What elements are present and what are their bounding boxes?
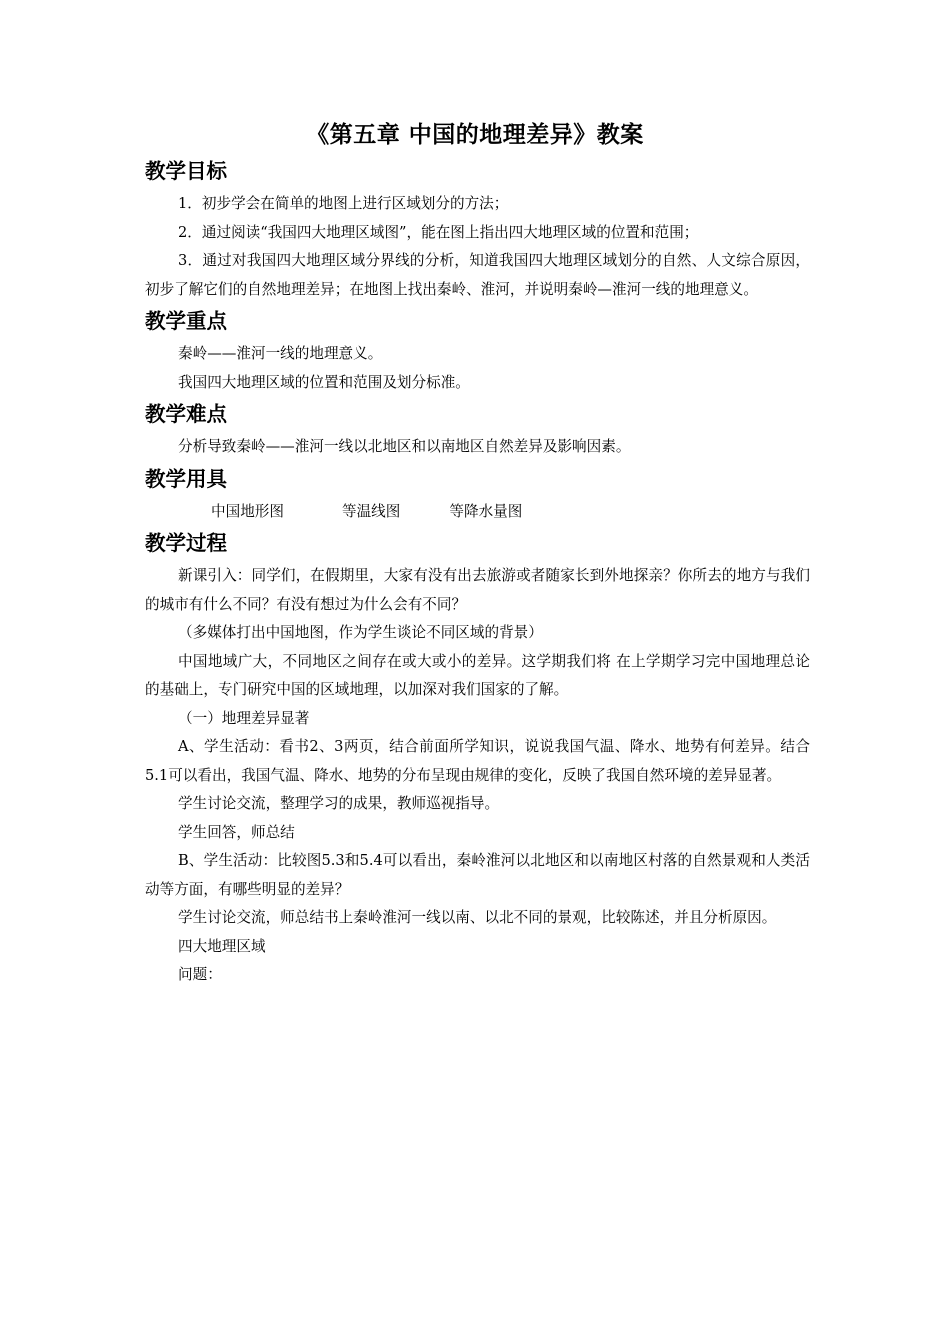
process-paragraph: （一）地理差异显著 xyxy=(178,709,310,727)
tools-heading: 教学用具 xyxy=(145,466,227,491)
objective-item: 2．通过阅读“我国四大地理区域图”，能在图上指出四大地理区域的位置和范围； xyxy=(178,223,699,241)
key-point-item: 我国四大地理区域的位置和范围及划分标准。 xyxy=(178,373,470,391)
document-title: 《第五章 中国的地理差异》教案 xyxy=(306,121,644,148)
process-paragraph: 四大地理区域 xyxy=(178,937,266,955)
objective-item: 1．初步学会在简单的地图上进行区域划分的方法； xyxy=(178,195,509,212)
process-paragraph: 学生讨论交流，师总结书上秦岭淮河一线以南、以北不同的景观，比较陈述，并且分析原因。 xyxy=(178,909,777,926)
objectives-heading: 教学目标 xyxy=(145,159,227,183)
process-paragraph: 问题： xyxy=(178,966,222,983)
objective-item: 3．通过对我国四大地理区域分界线的分析，知道我国四大地理区域划分的自然、人文综合原因，初步了解它们的自然地理差异；在地图上找出秦岭、淮河，并说明秦岭—淮河一线的地理意义。 xyxy=(145,252,810,298)
process-paragraph: 新课引入：同学们，在假期里，大家有没有出去旅游或者随家长到外地探亲？你所去的地方与我们的城市有什么不同？有没有想过为什么会有不同？ xyxy=(145,567,810,613)
document-body xyxy=(145,156,810,990)
difficulties-heading: 教学难点 xyxy=(145,402,227,426)
tools-list xyxy=(145,498,810,527)
process-paragraph: （多媒体打出中国地图，作为学生谈论不同区域的背景） xyxy=(178,624,543,641)
difficulty-item: 分析导致秦岭——淮河一线以北地区和以南地区自然差异及影响因素。 xyxy=(178,438,631,455)
process-paragraph: A、学生活动：看书2、3两页，结合前面所学知识，说说我国气温、降水、地势有何差异。结合5.1可以看出，我国气温、降水、地势的分布呈现由规律的变化，反映了我国自然环境的差异显著。 xyxy=(145,738,810,784)
process-paragraph: 学生回答，师总结 xyxy=(178,823,295,841)
tool-item: 中国地形图 xyxy=(211,502,284,520)
tool-item: 等降水量图 xyxy=(449,502,523,520)
process-paragraph: 学生讨论交流，整理学习的成果，教师巡视指导。 xyxy=(178,795,500,812)
process-paragraph: B、学生活动：比较图5.3和5.4可以看出，秦岭淮河以北地区和以南地区村落的自然景观和人类活动等方面，有哪些明显的差异？ xyxy=(145,852,810,898)
key-point-item: 秦岭——淮河一线的地理意义。 xyxy=(178,345,383,362)
key-points-heading: 教学重点 xyxy=(145,309,227,333)
tool-item: 等温线图 xyxy=(341,502,401,520)
process-heading: 教学过程 xyxy=(145,531,227,555)
process-paragraph: 中国地域广大，不同地区之间存在或大或小的差异。这学期我们将 在上学期学习完中国地理总论的基础上，专门研究中国的区域地理，以加深对我们国家的了解。 xyxy=(145,652,810,698)
